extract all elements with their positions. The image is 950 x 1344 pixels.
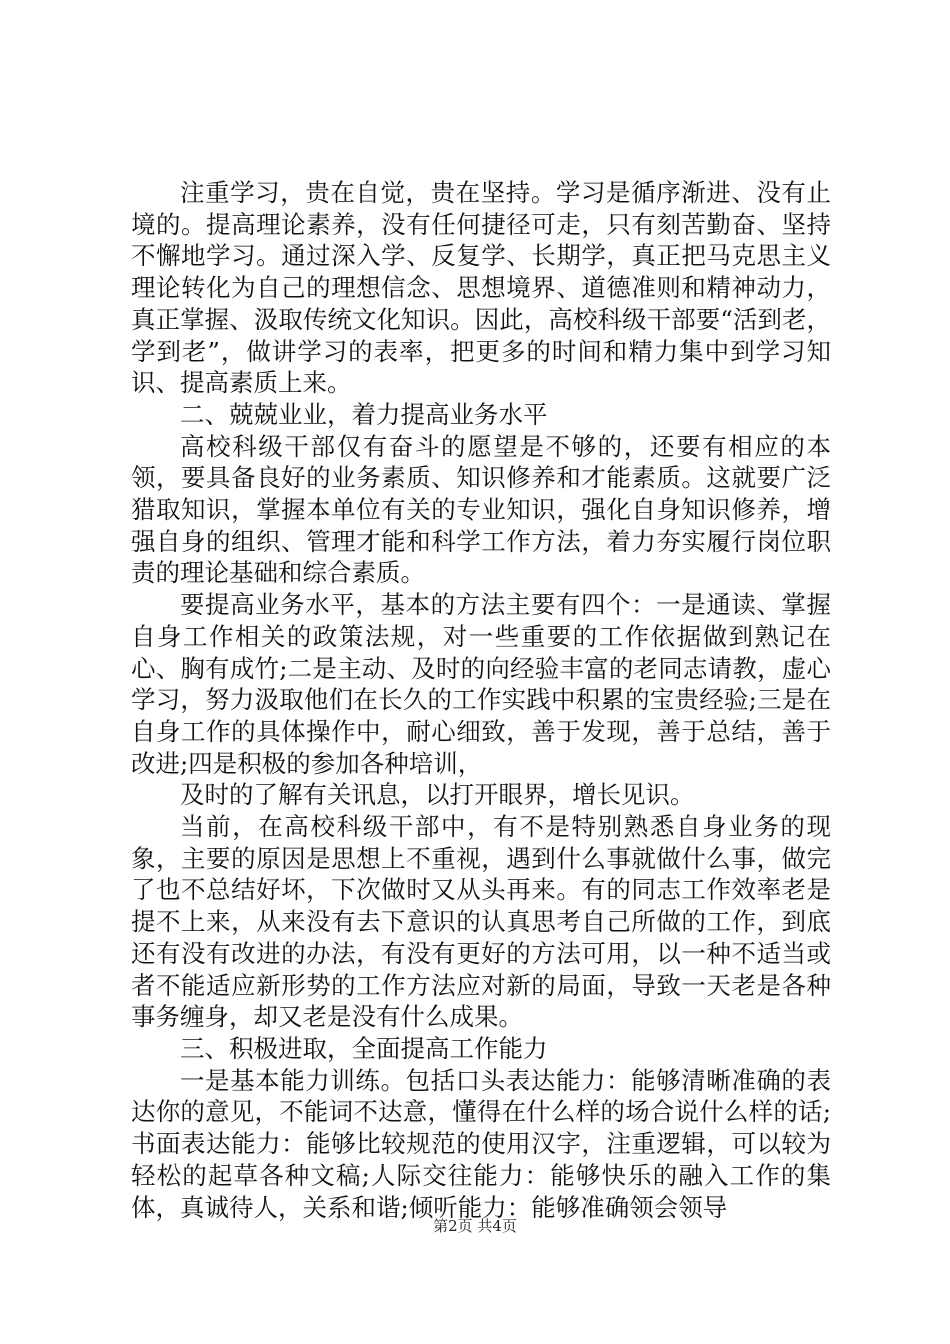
- paragraph-broaden-horizons: 及时的了解有关讯息，以打开眼界，增长见识。: [180, 780, 695, 810]
- paragraph-study-habits: 注重学习，贵在自觉，贵在坚持。学习是循序渐进、没有止境的。提高理论素养，没有任何捷径可走，只有刻苦勤奋、坚持不懈地学习。通过深入学、反复学、长期学，真正把马克思主义理论转化为自己的理想信念、思想境界、道德准则和精神动力，真正掌握、汲取传统文化知识。因此，高校科级干部要“活到老，学到老”，做讲学习的表率，把更多的时间和精力集中到学习知识、提高素质上来。: [131, 178, 831, 398]
- document-body: [131, 177, 831, 1223]
- page-number-label: 第2页 共4页: [433, 1217, 517, 1235]
- paragraph-basic-ability-training: 一是基本能力训练。包括口头表达能力：能够清晰准确的表达你的意见，不能词不达意，懂得在什么样的场合说什么样的话;书面表达能力：能够比较规范的使用汉字，注重逻辑，可以较为轻松的起草各种文稿;人际交往能力：能够快乐的融入工作的集体，真诚待人，关系和谐;倾听能力：能够准确领会领导: [131, 1065, 831, 1222]
- paragraph-four-methods: 要提高业务水平，基本的方法主要有四个：一是通读、掌握自身工作相关的政策法规，对一些重要的工作依据做到熟记在心、胸有成竹;二是主动、及时的向经验丰富的老同志请教，虚心学习，努力汲取他们在长久的工作实践中积累的宝贵经验;三是在自身工作的具体操作中，耐心细致，善于发现，善于总结，善于改进;四是积极的参加各种培训，: [131, 590, 831, 778]
- section-heading-business-level: 二、兢兢业业，着力提高业务水平: [180, 399, 548, 429]
- paragraph-business-ability: 高校科级干部仅有奋斗的愿望是不够的，还要有相应的本领，要具备良好的业务素质、知识修养和才能素质。这就要广泛猎取知识，掌握本单位有关的专业知识，强化自身知识修养，增强自身的组织、管理才能和科学工作方法，着力夯实履行岗位职责的理论基础和综合素质。: [131, 431, 831, 588]
- paragraph-current-issues: 当前，在高校科级干部中，有不是特别熟悉自身业务的现象，主要的原因是思想上不重视，遇到什么事就做什么事，做完了也不总结好坏，下次做时又从头再来。有的同志工作效率老是提不上来，从来没有去下意识的认真思考自己所做的工作，到底还有没有改进的办法，有没有更好的方法可用，以一种不适当或者不能适应新形势的工作方法应对新的局面，导致一天老是各种事务缠身，却又老是没有什么成果。: [131, 812, 831, 1032]
- page-footer: [0, 1215, 950, 1236]
- section-heading-work-ability: 三、积极进取，全面提高工作能力: [180, 1033, 548, 1063]
